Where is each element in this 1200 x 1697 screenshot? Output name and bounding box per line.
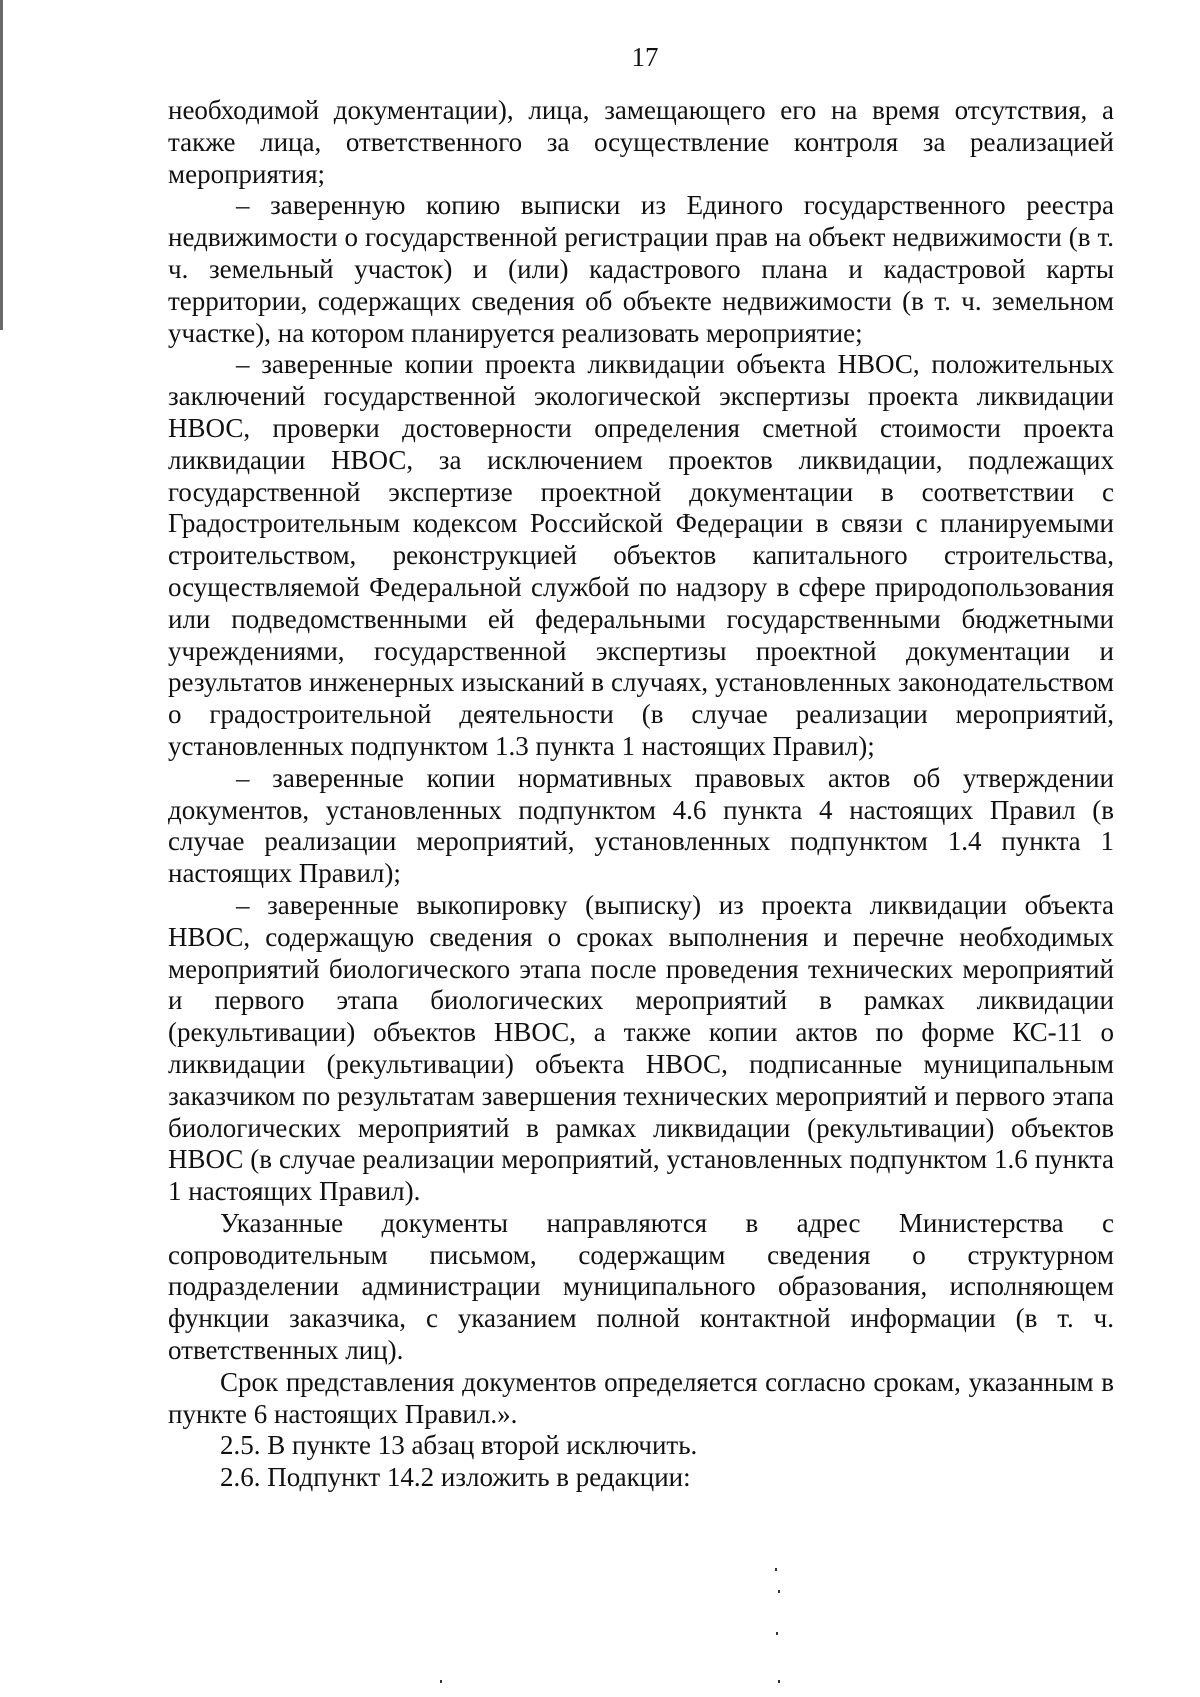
paragraph-continuation: необходимой документации), лица, замещающего его на время отсутствия, а также лица, ответственного за осуществление контроля за реализацией мероприятия; <box>168 95 1114 189</box>
paragraph-item-2-5: 2.5. В пункте 13 абзац второй исключить. <box>220 1430 698 1461</box>
scan-speck <box>778 1680 780 1683</box>
list-item-liquidation-project: – заверенные копии проекта ликвидации объекта НВОС, положительных заключений государственной экологической экспертизы проекта ликвидации НВОС, проверки достоверности определения сметной стоимости проекта ликвидации НВОС, за исключением проектов ликвидации, подлежащих государственной экспертизе проектной документации в соответствии с Градостроительным кодексом Российской Федерации в связи с планируемыми строительством, реконструкцией объектов капитального строительства, осуществляемой Федеральной службой по надзору в сфере природопользования или подведомственными ей федеральными государственными бюджетными учреждениями, государственной экспертизы проектной документации и результатов инженерных изысканий в случаях, установленных законодательством о градостроительной деятельности (в случае реализации мероприятий, установленных подпунктом 1.3 пункта 1 настоящих Правил); <box>168 349 1114 761</box>
list-item-normative-acts: – заверенные копии нормативных правовых актов об утверждении документов, установленных подпунктом 4.6 пункта 4 настоящих Правил (в случае реализации мероприятий, установленных подпунктом 1.4 пункта 1 настоящих Правил); <box>168 762 1114 889</box>
scan-speck <box>778 1590 780 1593</box>
list-item-project-excerpt: – заверенные выкопировку (выписку) из проекта ликвидации объекта НВОС, содержащую сведения о сроках выполнения и перечне необходимых мероприятий биологического этапа после проведения технических мероприятий и первого этапа биологических мероприятий в рамках ликвидации (рекультивации) объектов НВОС, а также копии актов по форме КС-11 о ликвидации (рекультивации) объекта НВОС, подписанные муниципальным заказчиком по результатам завершения технических мероприятий и первого этапа биологических мероприятий в рамках ликвидации (рекультивации) объектов НВОС (в случае реализации мероприятий, установленных подпунктом 1.6 пункта 1 настоящих Правил). <box>168 889 1114 1207</box>
paragraph-item-2-6: 2.6. Подпункт 14.2 изложить в редакции: <box>220 1462 691 1493</box>
paragraph-submission-deadline: Срок представления документов определяется согласно срокам, указанным в пункте 6 настоящих Правил.». <box>168 1366 1114 1429</box>
scan-speck <box>775 1568 777 1571</box>
paragraph-documents-sent: Указанные документы направляются в адрес Министерства с сопроводительным письмом, содержащим сведения о структурном подразделении администрации муниципального образования, исполняющем функции заказчика, с указанием полной контактной информации (в т. ч. ответственных лиц). <box>168 1207 1114 1366</box>
page-number: 17 <box>631 42 659 72</box>
scan-speck <box>776 1632 778 1635</box>
scan-speck <box>440 1680 442 1683</box>
document-body <box>168 95 1114 1494</box>
list-item-registry-extract: – заверенную копию выписки из Единого государственного реестра недвижимости о государственной регистрации прав на объект недвижимости (в т. ч. земельный участок) и (или) кадастрового плана и кадастровой карты территории, содержащих сведения об объекте недвижимости (в т. ч. земельном участке), на котором планируется реализовать мероприятие; <box>168 190 1114 348</box>
